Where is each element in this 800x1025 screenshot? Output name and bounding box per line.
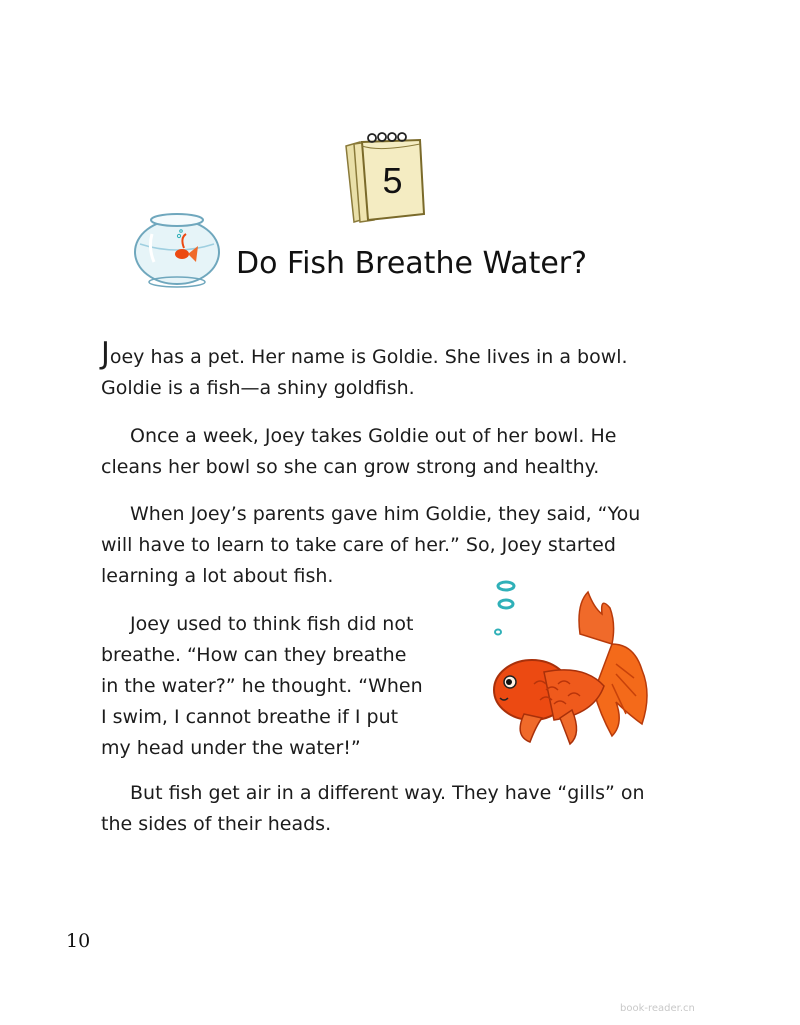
watermark: book-reader.cn bbox=[620, 1003, 695, 1014]
paragraph-4-line-2: breathe. “How can they breathe bbox=[101, 644, 407, 666]
paragraph-1-line-1: oey has a pet. Her name is Goldie. She lives in a bowl. bbox=[109, 346, 628, 368]
paragraph-2 bbox=[101, 421, 701, 483]
drop-cap: J bbox=[101, 336, 110, 371]
paragraph-3-line-2: will have to learn to take care of her.” So, Joey started bbox=[101, 534, 616, 556]
paragraph-5-line-1: But fish get air in a different way. They have “gills” on bbox=[130, 782, 645, 804]
paragraph-1-line-2: Goldie is a fish—a shiny goldfish. bbox=[101, 377, 415, 399]
paragraph-2-line-1: Once a week, Joey takes Goldie out of her bowl. He bbox=[130, 425, 617, 447]
chapter-title: Do Fish Breathe Water? bbox=[236, 246, 588, 281]
paragraph-5 bbox=[101, 778, 701, 840]
fishbowl-icon bbox=[132, 204, 222, 292]
paragraph-3-line-3: learning a lot about fish. bbox=[101, 565, 334, 587]
paragraph-1 bbox=[101, 336, 701, 404]
paragraph-2-line-2: cleans her bowl so she can grow strong and healthy. bbox=[101, 456, 600, 478]
goldfish-illustration bbox=[484, 574, 659, 754]
paragraph-4-line-1: Joey used to think fish did not bbox=[130, 613, 414, 635]
paragraph-4-line-4: I swim, I cannot breathe if I put bbox=[101, 706, 399, 728]
chapter-number: 5 bbox=[382, 160, 403, 201]
paragraph-3-line-1: When Joey’s parents gave him Goldie, they said, “You bbox=[130, 503, 641, 525]
paragraph-5-line-2: the sides of their heads. bbox=[101, 813, 332, 835]
paragraph-4 bbox=[101, 609, 451, 764]
paragraph-4-line-3: in the water?” he thought. “When bbox=[101, 675, 423, 697]
paragraph-4-line-5: my head under the water!” bbox=[101, 737, 361, 759]
page-number: 10 bbox=[66, 930, 91, 952]
